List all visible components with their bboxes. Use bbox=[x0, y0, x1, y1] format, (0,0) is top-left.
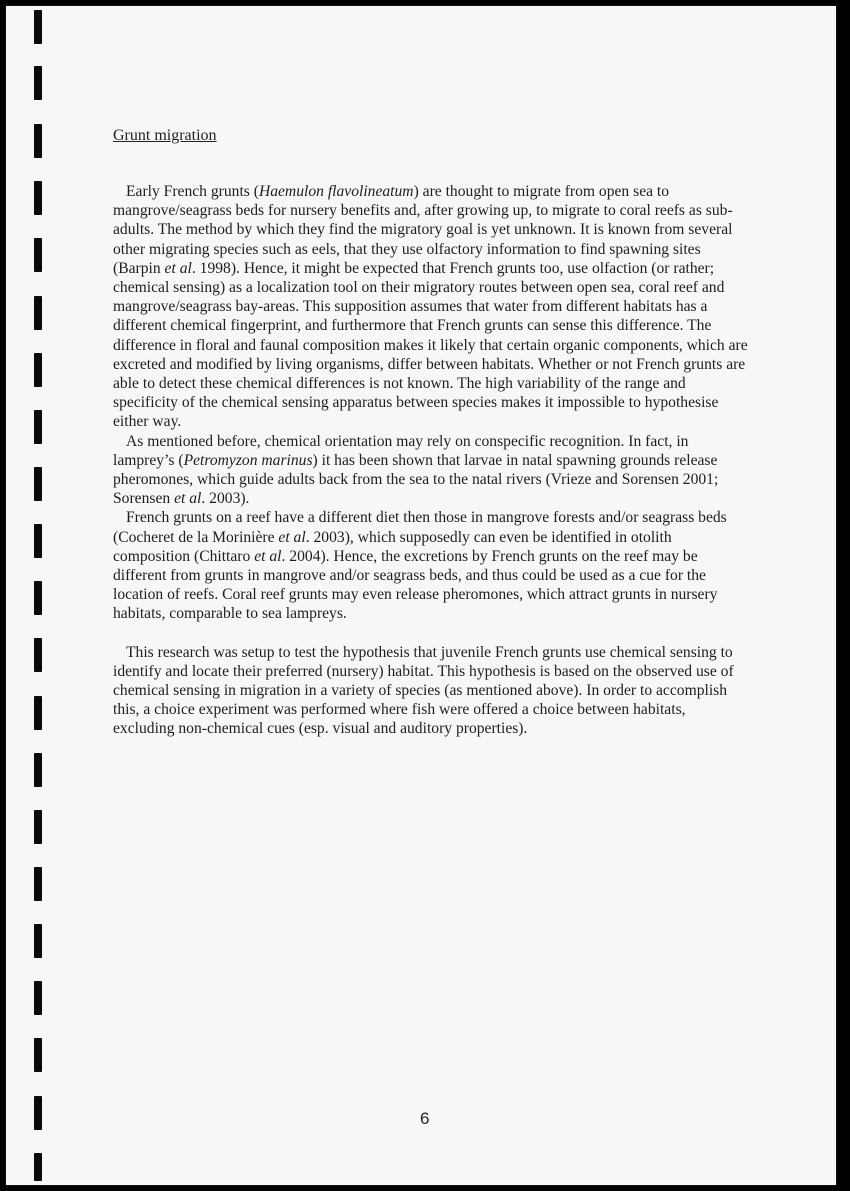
binding-hole bbox=[34, 753, 42, 787]
paragraph-lamprey bbox=[113, 432, 749, 509]
binding-hole bbox=[34, 467, 42, 501]
binding-hole bbox=[34, 296, 42, 330]
document-page bbox=[6, 6, 836, 1185]
binding-hole bbox=[34, 10, 42, 44]
text-run: This research was setup to test the hypothesis that juvenile French grunts use chemical sensing to identify and locate their preferred (nursery) habitat. This hypothesis is based on the observed use of chemical sensing in migration in a variety of species (as mentioned above). In order to accomplish this, a choice experiment was performed where fish were offered a choice between habitats, excluding non-chemical cues (esp. visual and auditory properties). bbox=[113, 643, 734, 738]
binding-hole bbox=[34, 410, 42, 444]
paragraph-hypothesis bbox=[113, 643, 749, 739]
italic-run: Petromyzon marinus bbox=[183, 451, 313, 469]
binding-hole bbox=[34, 238, 42, 272]
body-text bbox=[113, 182, 749, 739]
binding-hole bbox=[34, 867, 42, 901]
paragraph-reef-diet bbox=[113, 508, 749, 623]
text-run: . 2003), which supposedly can even be identified in otolith composition (Chittaro bbox=[113, 528, 672, 565]
paragraph-intro bbox=[113, 182, 749, 432]
italic-run: et al bbox=[164, 259, 192, 277]
binding-hole bbox=[34, 524, 42, 558]
text-run: French grunts on a reef have a different diet then those in mangrove forests and/or seagrass beds (Cocheret de la Morinière bbox=[113, 509, 727, 546]
section-heading: Grunt migration bbox=[113, 127, 217, 144]
italic-run: et al bbox=[174, 490, 202, 508]
binding-hole bbox=[34, 810, 42, 844]
italic-run: et al bbox=[278, 528, 306, 546]
text-run: . 2004). Hence, the excretions by French grunts on the reef may be different from grunts in mangrove and/or seagrass beds, and thus could be used as a cue for the location of reefs. Coral reef grunts may even release pheromones, which attract grunts in nursery habitats, comparable to sea lampreys. bbox=[113, 547, 718, 623]
binding-hole bbox=[34, 581, 42, 615]
binding-hole bbox=[34, 66, 42, 100]
binding-hole bbox=[34, 1153, 42, 1181]
binding-hole bbox=[34, 124, 42, 158]
binding-hole bbox=[34, 924, 42, 958]
text-run: ) it has been shown that larvae in natal spawning grounds release pheromones, which guide adults back from the sea to the natal rivers (Vrieze and Sorensen 2001; Sorensen bbox=[113, 451, 719, 508]
binding-hole bbox=[34, 638, 42, 672]
italic-run: Haemulon flavolineatum bbox=[258, 183, 414, 200]
binding-hole bbox=[34, 981, 42, 1015]
text-run: ) are thought to migrate from open sea to mangrove/seagrass beds for nursery benefits and, after growing up, to migrate to coral reefs as sub-adults. The method by which they find the migratory goal is yet unknown. It is known from several other migrating species such as eels, that they use olfactory information to find spawning sites (Barpin bbox=[113, 183, 733, 277]
binding-hole bbox=[34, 1038, 42, 1072]
page-number: 6 bbox=[420, 1109, 430, 1128]
binding-hole bbox=[34, 1096, 42, 1130]
italic-run: et al bbox=[254, 547, 282, 565]
text-run: As mentioned before, chemical orientation may rely on conspecific recognition. In fact, in lamprey’s ( bbox=[113, 432, 689, 469]
binding-hole bbox=[34, 353, 42, 387]
text-run: . 1998). Hence, it might be expected that French grunts too, use olfaction (or rather; chemical sensing) as a localization tool on their migratory routes between open sea, coral reef and mangrove/seagrass bay-areas. This supposition assumes that water from different habitats has a different chemical fingerprint, and furthermore that French grunts can sense this difference. The difference in floral and faunal composition makes it likely that certain organic components, which are excreted and modified by living organisms, differ between habitats. Whether or not French grunts are able to detect these chemical differences is not known. The high variability of the range and specificity of the chemical sensing apparatus between species makes it impossible to hypothesise either way. bbox=[113, 259, 748, 431]
binding-hole bbox=[34, 181, 42, 215]
text-run: . 2003). bbox=[201, 490, 250, 508]
text-run: Early French grunts ( bbox=[126, 183, 259, 200]
binding-hole bbox=[34, 696, 42, 730]
